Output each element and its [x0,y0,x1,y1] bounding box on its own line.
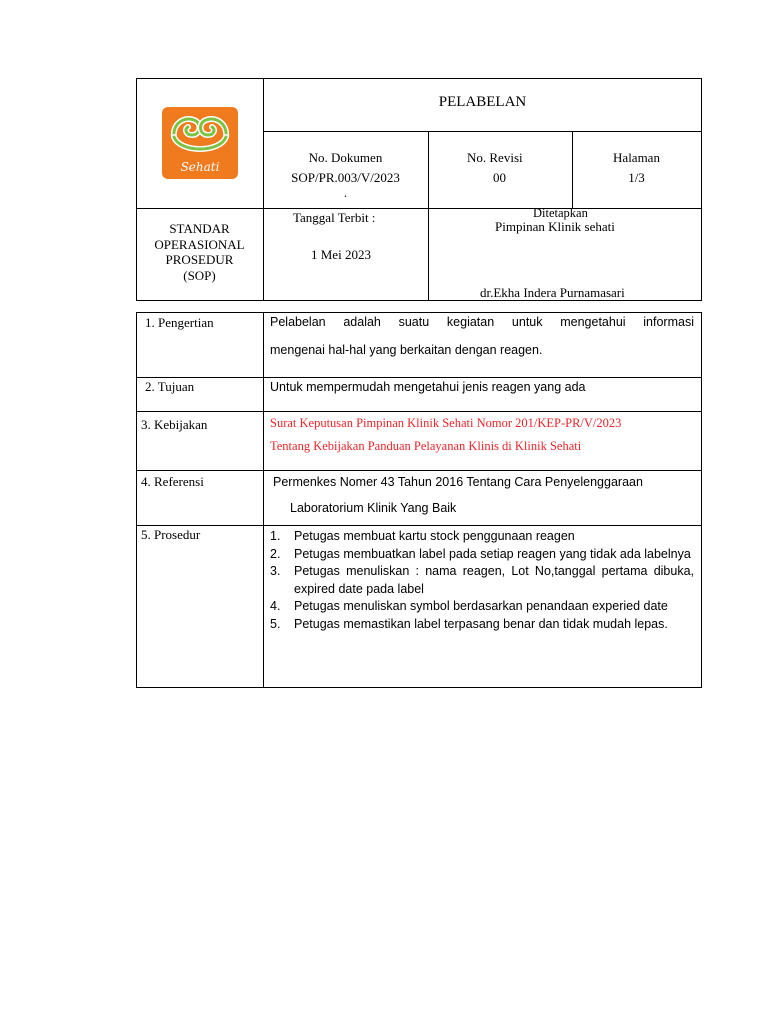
content-border-left [136,312,137,688]
kebijakan-text-line-1: Surat Keputusan Pimpinan Klinik Sehati Nomor 201/KEP-PR/V/2023 [270,416,622,430]
content-divider-1 [136,377,702,378]
prosedur-label: 5. Prosedur [141,527,201,542]
halaman-label: Halaman [613,150,660,165]
content-border-top [136,312,702,313]
prosedur-item-number: 3. [270,564,281,578]
pengertian-label: 1. Pengertian [145,315,214,330]
pengertian-text-line-2: mengenai hal-hal yang berkaitan dengan reagen. [270,343,543,357]
header-divider-title [263,131,702,132]
prosedur-item [270,546,694,564]
prosedur-item [270,528,694,546]
prosedur-item-text: Petugas membuatkan label pada setiap reagen yang tidak ada labelnya [294,546,691,561]
content-border-right [701,312,702,688]
prosedur-list [270,528,694,633]
no-dokumen-value: SOP/PR.003/V/2023 [291,170,400,185]
content-divider-3 [136,470,702,471]
sop-label-line-1: STANDAR [169,221,230,236]
content-border-bottom [136,687,702,688]
referensi-text-line-1: Permenkes Nomer 43 Tahun 2016 Tentang Cara Penyelenggaraan [273,475,643,489]
sehati-logo [162,107,238,179]
no-revisi-value: 00 [493,170,506,185]
kebijakan-label: 3. Kebijakan [141,417,208,432]
no-dokumen-label: No. Dokumen [308,150,383,165]
prosedur-item-number: 4. [270,599,281,613]
prosedur-item-text: Petugas menuliskan : nama reagen, Lot No,tanggal pertama dibuka, expired date pada label [294,564,694,596]
tujuan-text: Untuk mempermudah mengetahui jenis reagen yang ada [270,380,586,394]
prosedur-item-number: 5. [270,616,281,631]
logo-text: Sehati [180,160,220,174]
ditetapkan-label: Ditetapkan [533,206,588,220]
header-border-right [701,78,702,301]
no-revisi-label: No. Revisi [467,150,523,165]
referensi-text-line-2: Laboratorium Klinik Yang Baik [290,501,457,515]
header-divider-revisi [428,131,429,301]
prosedur-item-text: Petugas membuat kartu stock penggunaan reagen [294,529,575,543]
kebijakan-text-line-2: Tentang Kebijakan Panduan Pelayanan Klinis di Klinik Sehati [270,439,582,453]
prosedur-item [270,616,694,634]
halaman-value: 1/3 [628,170,645,185]
content-divider-2 [136,411,702,412]
leaf-icon [162,109,238,161]
referensi-label: 4. Referensi [141,474,204,489]
pengertian-text-line-1: Pelabelan adalah suatu kegiatan untuk mengetahui informasi [270,315,694,329]
prosedur-item-text: Petugas menuliskan symbol berdasarkan penandaan experied date [294,599,668,613]
header-divider-middle [136,208,702,209]
signatory-name: dr.Ekha Indera Purnamasari [480,285,625,300]
sop-label-line-4: (SOP) [183,267,216,283]
no-dokumen-dot: . [343,185,348,200]
content-divider-column [263,312,264,688]
prosedur-item-text: Petugas memastikan label terpasang benar dan tidak mudah lepas. [294,616,668,631]
content-divider-4 [136,525,702,526]
sop-label-line-3: PROSEDUR [165,252,234,267]
document-title: PELABELAN [438,94,527,110]
pimpinan-label: Pimpinan Klinik sehati [495,219,615,234]
tujuan-label: 2. Tujuan [145,379,195,394]
prosedur-item [270,563,694,598]
tanggal-terbit-label: Tanggal Terbit : [293,210,376,225]
header-border-top [136,78,702,79]
prosedur-item-number: 2. [270,546,281,561]
prosedur-item [270,598,694,616]
sop-label-line-2: OPERASIONAL [154,236,245,252]
tanggal-terbit-value: 1 Mei 2023 [311,247,371,262]
prosedur-item-number: 1. [270,529,281,543]
sop-label [136,221,263,283]
